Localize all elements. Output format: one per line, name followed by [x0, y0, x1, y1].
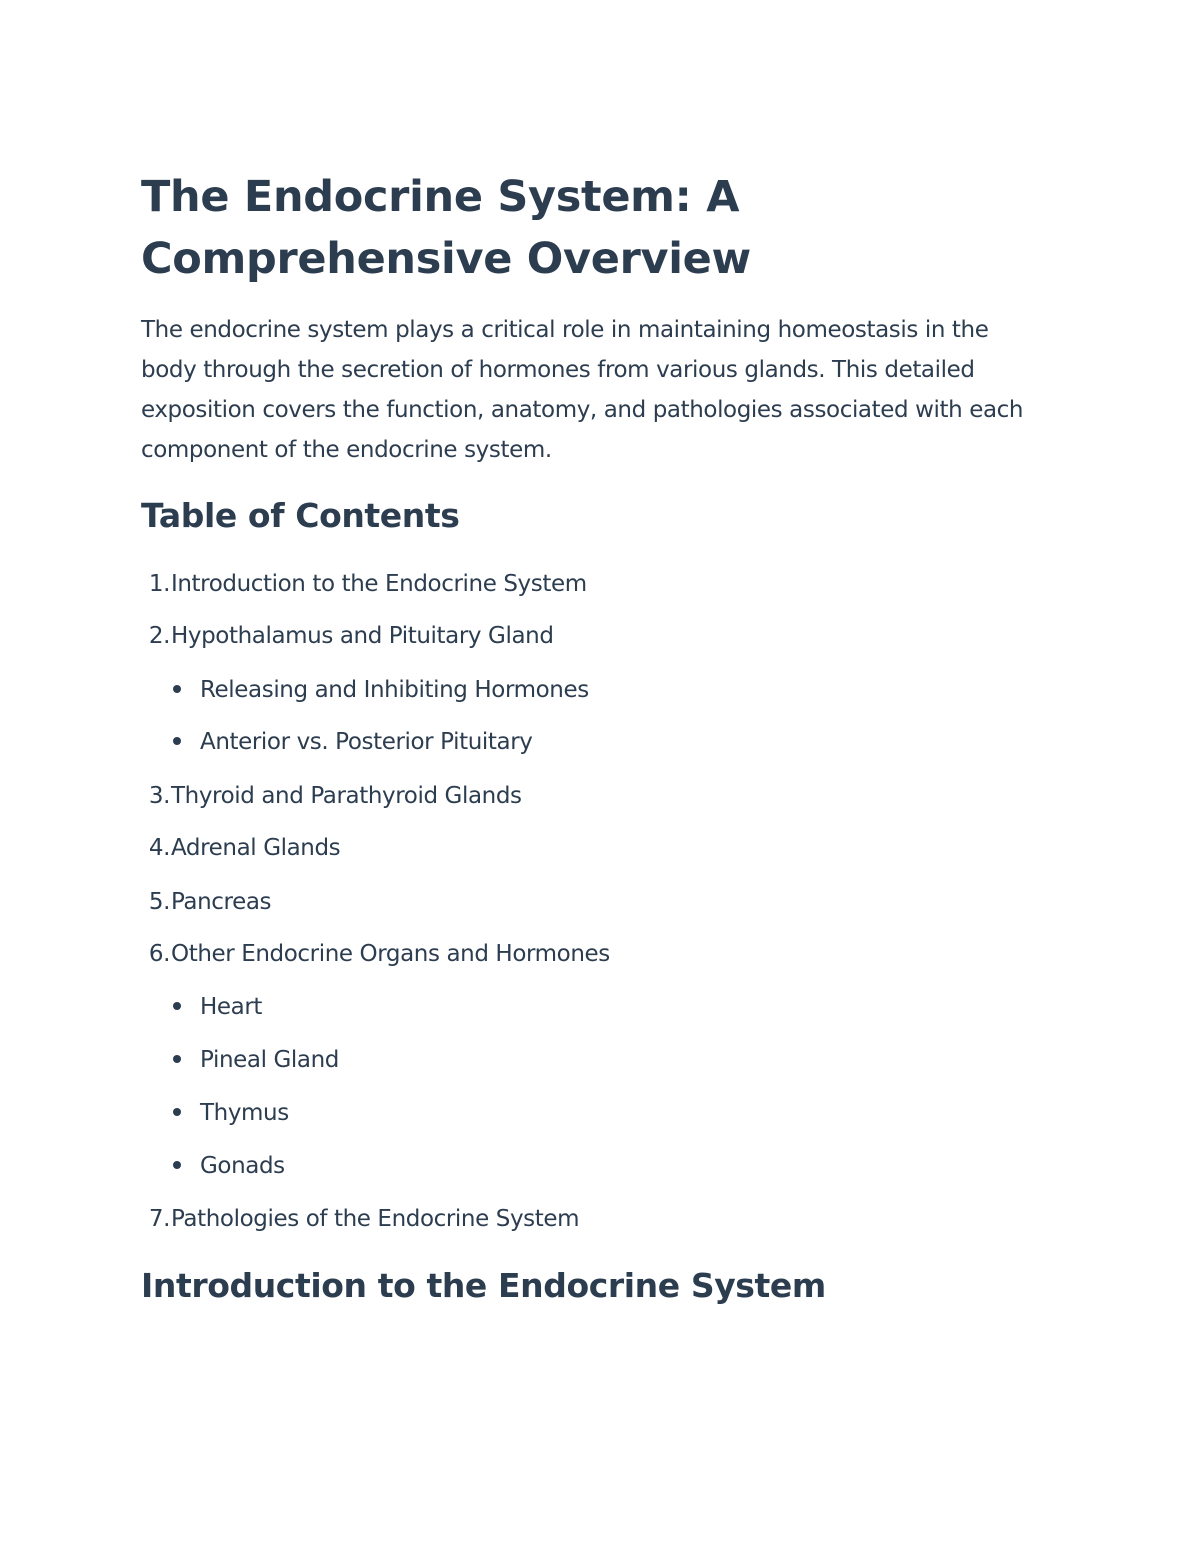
toc-item-2[interactable]: [141, 616, 554, 656]
toc-item-label: Pathologies of the Endocrine System: [171, 1206, 580, 1232]
bullet-icon: [173, 1161, 181, 1169]
toc-item-label: Adrenal Glands: [171, 835, 341, 861]
toc-item-number: 2.: [148, 623, 170, 649]
toc-item-label: Pancreas: [171, 889, 272, 915]
toc-item-number: 7.: [148, 1206, 170, 1232]
toc-item-3[interactable]: [141, 776, 522, 816]
page-title: The Endocrine System: A Comprehensive Overview: [141, 172, 751, 284]
toc-item-1[interactable]: [141, 564, 587, 604]
toc-item-label: Hypothalamus and Pituitary Gland: [171, 623, 554, 649]
intro-paragraph: The endocrine system plays a critical role in maintaining homeostasis in the body through the secretion of hormones from various glands. This detailed exposition covers the function, anatomy, and pathologies associated with each component of the endocrine system.: [141, 317, 1024, 463]
toc-item-5[interactable]: [141, 882, 271, 922]
toc-subitem-label: Pineal Gland: [200, 1047, 339, 1073]
toc-subitem[interactable]: [171, 1040, 339, 1080]
toc-subitem-label: Thymus: [200, 1100, 289, 1126]
toc-item-number: 1.: [148, 571, 170, 597]
section-heading: Introduction to the Endocrine System: [141, 1266, 826, 1305]
bullet-icon: [173, 1055, 181, 1063]
toc-subitem[interactable]: [171, 1093, 289, 1133]
toc-item-label: Introduction to the Endocrine System: [171, 571, 587, 597]
toc-item-number: 4.: [148, 835, 170, 861]
toc-item-7[interactable]: [141, 1199, 579, 1239]
toc-subitem[interactable]: [171, 722, 532, 762]
toc-subitem-label: Heart: [200, 994, 263, 1020]
toc-subitem[interactable]: [171, 1146, 285, 1186]
toc-heading: Table of Contents: [141, 496, 460, 535]
toc-item-4[interactable]: [141, 828, 340, 868]
bullet-icon: [173, 737, 181, 745]
toc-subitem[interactable]: [171, 987, 262, 1027]
toc-subitem-label: Anterior vs. Posterior Pituitary: [200, 729, 533, 755]
toc-item-number: 6.: [148, 941, 170, 967]
toc-subitem-label: Releasing and Inhibiting Hormones: [200, 677, 589, 703]
toc-item-label: Thyroid and Parathyroid Glands: [171, 783, 522, 809]
toc-subitem-label: Gonads: [200, 1153, 285, 1179]
toc-item-number: 5.: [148, 889, 170, 915]
toc-item-number: 3.: [148, 783, 170, 809]
bullet-icon: [173, 685, 181, 693]
toc-subitem[interactable]: [171, 670, 589, 710]
toc-item-label: Other Endocrine Organs and Hormones: [171, 941, 610, 967]
bullet-icon: [173, 1108, 181, 1116]
toc-item-6[interactable]: [141, 934, 610, 974]
bullet-icon: [173, 1002, 181, 1010]
